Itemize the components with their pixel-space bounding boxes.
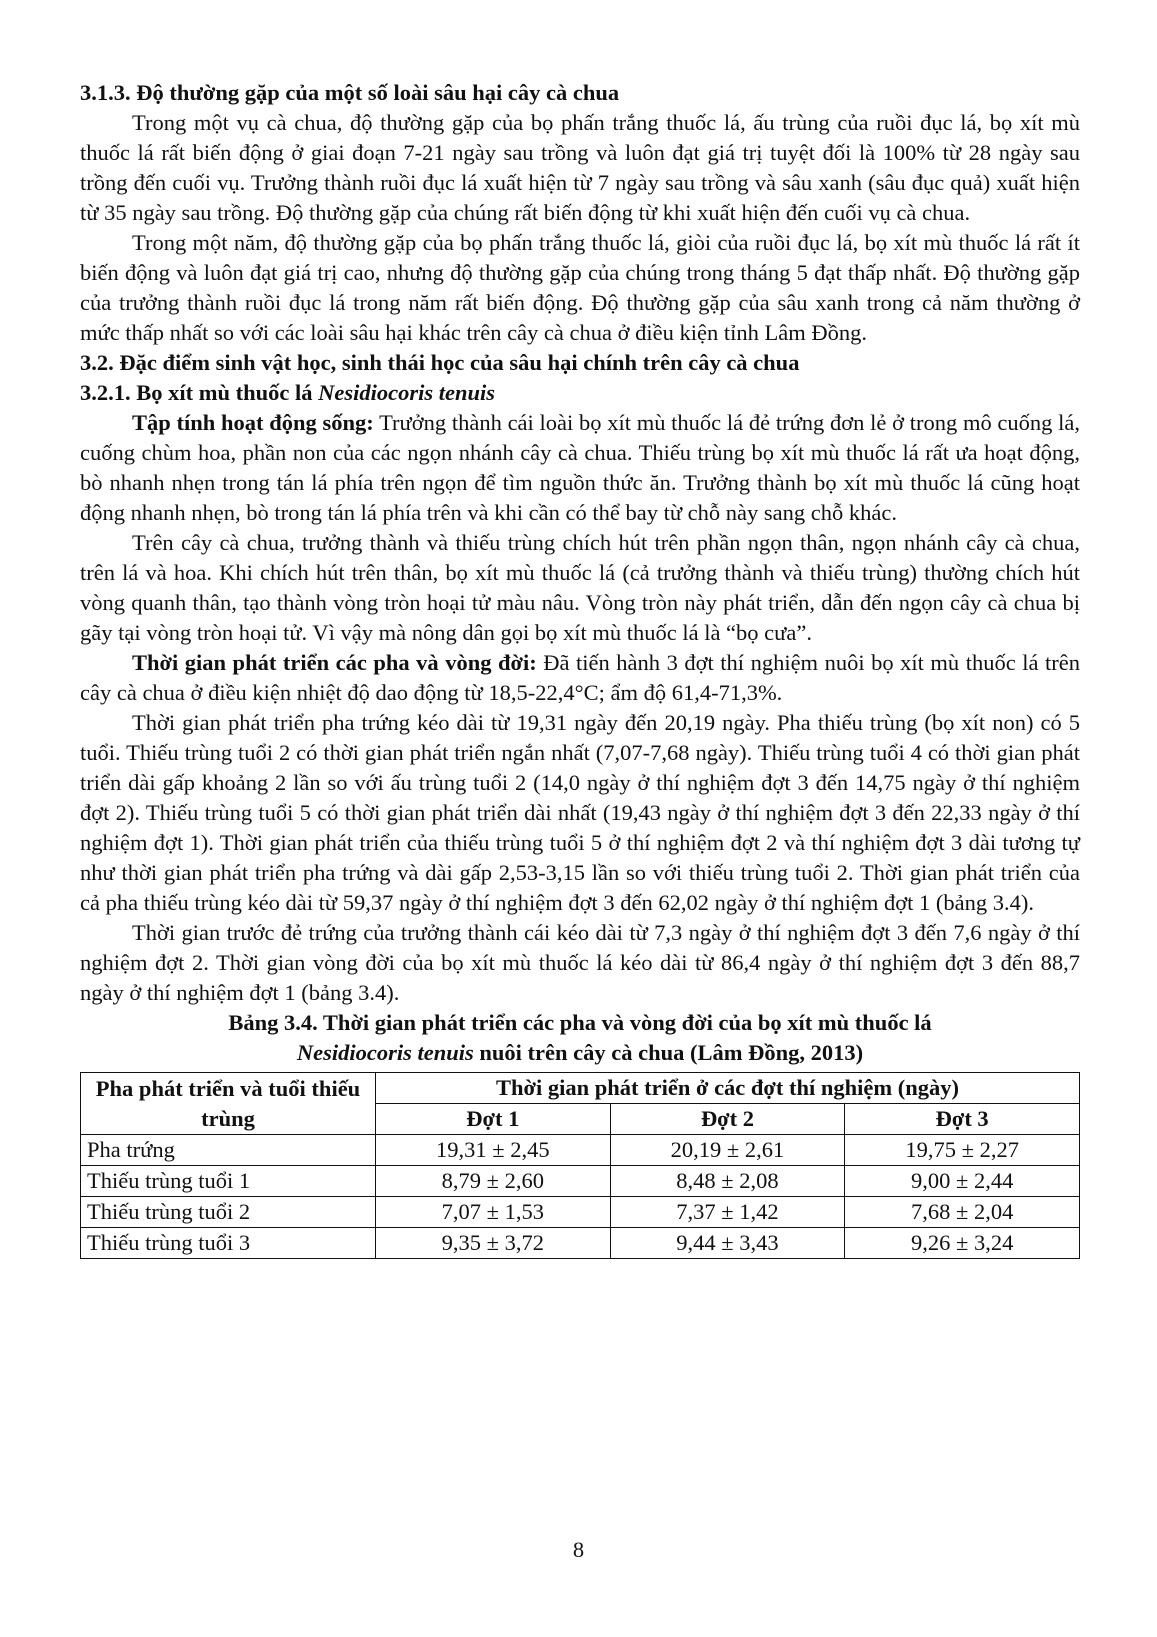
table-header-stage: Pha phát triển và tuổi thiếu trùng bbox=[81, 1073, 376, 1135]
paragraph: Trong một năm, độ thường gặp của bọ phấn trắng thuốc lá, giòi của ruồi đục lá, bọ xít mù thuốc lá rất ít biến động và luôn đạt giá trị cao, nhưng độ thường gặp của chúng trong tháng 5 đạt thấp nhất. Độ thường gặp của trưởng thành ruồi đục lá trong năm rất biến động. Độ thường gặp của sâu xanh trong cả năm thường ở mức thấp nhất so với các loài sâu hại khác trên cây cà chua ở điều kiện tỉnh Lâm Đồng. bbox=[80, 230, 1080, 345]
paragraph: Trong một vụ cà chua, độ thường gặp của bọ phấn trắng thuốc lá, ấu trùng của ruồi đục lá, bọ xít mù thuốc lá rất biến động ở giai đoạn 7-21 ngày sau trồng và luôn đạt giá trị tuyệt đối là 100% từ 28 ngày sau trồng đến cuối vụ. Trưởng thành ruồi đục lá xuất hiện từ 7 ngày sau trồng và sâu xanh (sâu đục quả) xuất hiện từ 35 ngày sau trồng. Độ thường gặp của chúng rất biến động từ khi xuất hiện đến cuối vụ cà chua. bbox=[80, 110, 1080, 225]
table-cell: 7,07 ± 1,53 bbox=[376, 1197, 611, 1228]
table-cell-stage: Thiếu trùng tuổi 2 bbox=[81, 1197, 376, 1228]
table-cell: 9,35 ± 3,72 bbox=[376, 1228, 611, 1259]
table-cell: 7,37 ± 1,42 bbox=[610, 1197, 845, 1228]
table-cell: 20,19 ± 2,61 bbox=[610, 1135, 845, 1166]
paragraph: Thời gian phát triển pha trứng kéo dài từ 19,31 ngày đến 20,19 ngày. Pha thiếu trùng (bọ xít non) có 5 tuổi. Thiếu trùng tuổi 2 có thời gian phát triển ngắn nhất (7,07-7,68 ngày). Thiếu trùng tuổi 4 có thời gian phát triển dài gấp khoảng 2 lần so với ấu trùng tuổi 2 (14,0 ngày ở thí nghiệm đợt 3 đến 14,75 ngày ở thí nghiệm đợt 2). Thiếu trùng tuổi 5 có thời gian phát triển dài nhất (19,43 ngày ở thí nghiệm đợt 3 đến 22,33 ngày ở thí nghiệm đợt 1). Thời gian phát triển của thiếu trùng tuổi 5 ở thí nghiệm đợt 2 và thí nghiệm đợt 3 dài tương tự như thời gian phát triển pha trứng và dài gấp 2,53-3,15 lần so với thiếu trùng tuổi 2. Thời gian phát triển của cả pha thiếu trùng kéo dài từ 59,37 ngày ở thí nghiệm đợt 3 đến 62,02 ngày ở thí nghiệm đợt 1 (bảng 3.4). bbox=[80, 710, 1080, 915]
section-heading-32: 3.2. Đặc điểm sinh vật học, sinh thái học của sâu hại chính trên cây cà chua bbox=[80, 350, 800, 375]
table-cell: 7,68 ± 2,04 bbox=[845, 1197, 1080, 1228]
document-page bbox=[80, 78, 1080, 1259]
paragraph: Thời gian trước đẻ trứng của trưởng thành cái kéo dài từ 7,3 ngày ở thí nghiệm đợt 3 đến 7,6 ngày ở thí nghiệm đợt 2. Thời gian vòng đời của bọ xít mù thuốc lá kéo dài từ 86,4 ngày ở thí nghiệm đợt 3 đến 88,7 ngày ở thí nghiệm đợt 1 (bảng 3.4). bbox=[80, 920, 1080, 1005]
table-cell: 8,48 ± 2,08 bbox=[610, 1166, 845, 1197]
table-cell-stage: Thiếu trùng tuổi 3 bbox=[81, 1228, 376, 1259]
table-caption: Bảng 3.4. Thời gian phát triển các pha và vòng đời của bọ xít mù thuốc lá bbox=[228, 1010, 932, 1035]
table-row bbox=[81, 1135, 1080, 1166]
section-heading-313: 3.1.3. Độ thường gặp của một số loài sâu hại cây cà chua bbox=[80, 80, 620, 105]
species-name: Nesidiocoris tenuis bbox=[296, 1040, 474, 1065]
table-cell: 9,26 ± 3,24 bbox=[845, 1228, 1080, 1259]
table-caption-line2: Nesidiocoris tenuis nuôi trên cây cà chua (Lâm Đồng, 2013) bbox=[296, 1040, 864, 1065]
table-row bbox=[81, 1228, 1080, 1259]
table-cell: 19,75 ± 2,27 bbox=[845, 1135, 1080, 1166]
table-row bbox=[81, 1166, 1080, 1197]
table-header-dot2: Đợt 2 bbox=[610, 1104, 845, 1135]
table-row bbox=[81, 1197, 1080, 1228]
table-cell-stage: Thiếu trùng tuổi 1 bbox=[81, 1166, 376, 1197]
table-header-dot3: Đợt 3 bbox=[845, 1104, 1080, 1135]
paragraph-label: Tập tính hoạt động sống: bbox=[132, 410, 374, 435]
table-cell: 9,44 ± 3,43 bbox=[610, 1228, 845, 1259]
section-heading-321: 3.2.1. Bọ xít mù thuốc lá Nesidiocoris tenuis bbox=[80, 380, 496, 405]
table-cell: 19,31 ± 2,45 bbox=[376, 1135, 611, 1166]
page-number: 8 bbox=[572, 1537, 585, 1562]
table-cell: 8,79 ± 2,60 bbox=[376, 1166, 611, 1197]
table-cell: 9,00 ± 2,44 bbox=[845, 1166, 1080, 1197]
paragraph: Thời gian phát triển các pha và vòng đời: Đã tiến hành 3 đợt thí nghiệm nuôi bọ xít mù thuốc lá trên cây cà chua ở điều kiện nhiệt độ dao động từ 18,5-22,4°C; ẩm độ 61,4-71,3%. bbox=[80, 650, 1080, 705]
species-name: Nesidiocoris tenuis bbox=[318, 380, 496, 405]
development-time-table bbox=[80, 1072, 1080, 1259]
table-header-group: Thời gian phát triển ở các đợt thí nghiệm (ngày) bbox=[376, 1073, 1080, 1104]
paragraph: Trên cây cà chua, trưởng thành và thiếu trùng chích hút trên phần ngọn thân, ngọn nhánh cây cà chua, trên lá và hoa. Khi chích hút trên thân, bọ xít mù thuốc lá (cả trưởng thành và thiếu trùng) thường chích hút vòng quanh thân, tạo thành vòng tròn hoại tử màu nâu. Vòng tròn này phát triển, dẫn đến ngọn cây cà chua bị gãy tại vòng tròn hoại tử. Vì vậy mà nông dân gọi bọ xít mù thuốc lá là “bọ cưa”. bbox=[80, 530, 1080, 645]
paragraph: Tập tính hoạt động sống: Trưởng thành cái loài bọ xít mù thuốc lá đẻ trứng đơn lẻ ở trong mô cuống lá, cuống chùm hoa, phần non của các ngọn nhánh cây cà chua. Thiếu trùng bọ xít mù thuốc lá rất ưa hoạt động, bò nhanh nhẹn trong tán lá phía trên ngọn để tìm nguồn thức ăn. Trưởng thành bọ xít mù thuốc lá cũng hoạt động nhanh nhẹn, bò trong tán lá phía trên và khi cần có thể bay từ chỗ này sang chỗ khác. bbox=[80, 410, 1080, 525]
table-header-dot1: Đợt 1 bbox=[376, 1104, 611, 1135]
paragraph-label: Thời gian phát triển các pha và vòng đời: bbox=[132, 650, 537, 675]
table-cell-stage: Pha trứng bbox=[81, 1135, 376, 1166]
